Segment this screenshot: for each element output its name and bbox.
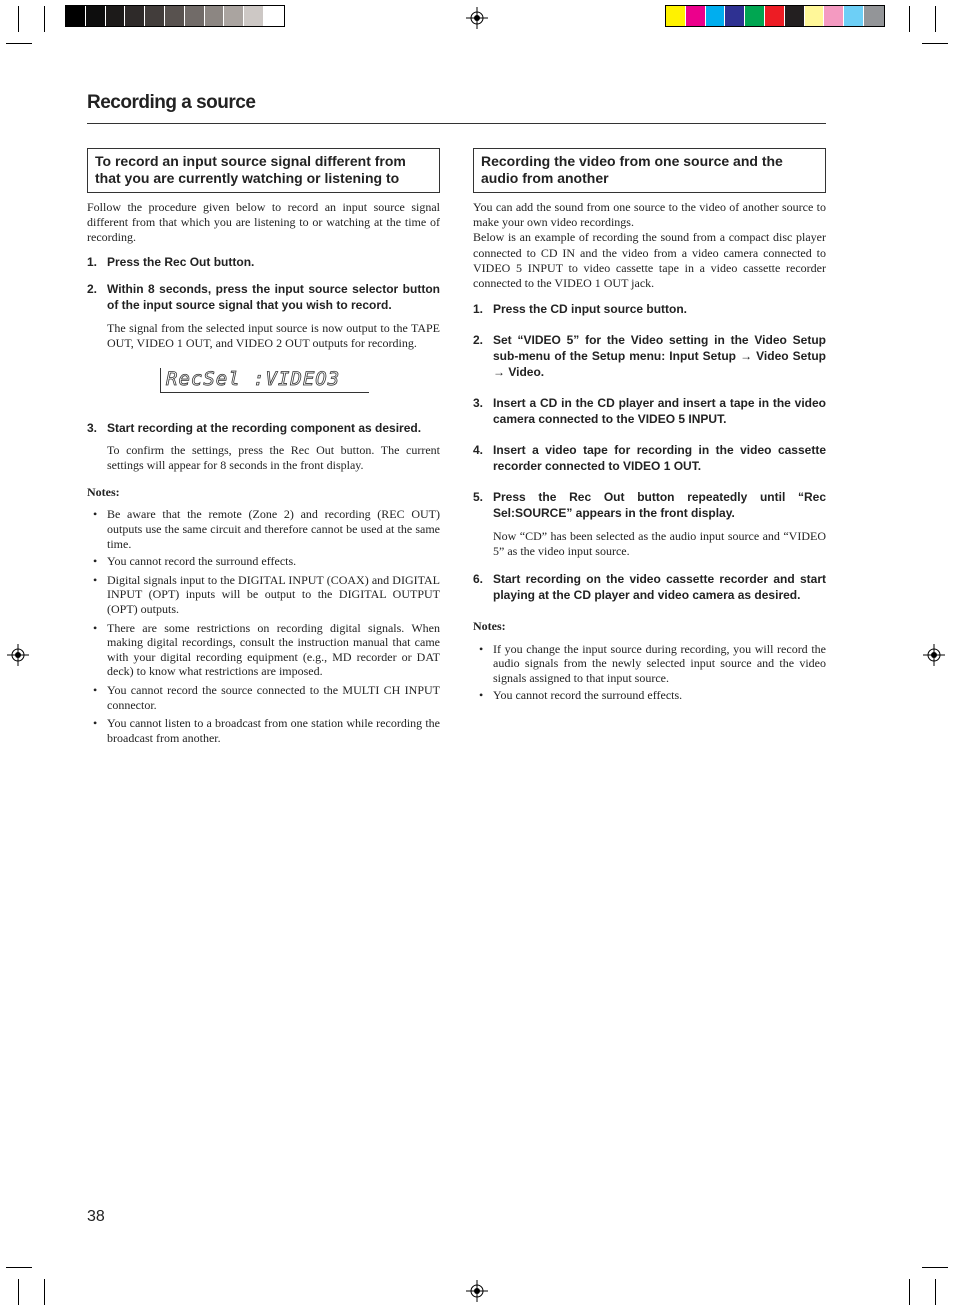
step-text: Press the CD input source button. (493, 302, 688, 317)
step-text: Start recording at the recording component as desired. (107, 421, 422, 436)
step-text: Set “VIDEO 5” for the Video setting in the Video Setup sub-menu of the Setup menu: Input Setup → Video Setup → Video. (493, 333, 826, 380)
bullet: • (93, 507, 98, 522)
crop-mark (6, 43, 32, 44)
step-text: Insert a video tape for recording in the video cassette recorder connected to VIDEO 1 OUT. (493, 443, 826, 474)
right-step-5-detail: Now “CD” has been selected as the audio input source and “VIDEO 5” as the video input source. (493, 529, 826, 559)
color-swatch (106, 6, 126, 26)
right-notes-list (473, 642, 826, 703)
bullet: • (93, 554, 98, 569)
step-number: 1. (473, 302, 484, 317)
color-swatch (66, 6, 86, 26)
color-bar (665, 5, 885, 27)
note-text: Be aware that the remote (Zone 2) and recording (REC OUT) outputs use the same circuit and therefore cannot be used at the same time. (107, 507, 440, 551)
list-item (87, 716, 440, 745)
list-item (87, 507, 440, 551)
list-item (87, 621, 440, 679)
registration-mark-icon (923, 644, 945, 666)
color-swatch (745, 6, 765, 26)
crop-mark (18, 6, 19, 32)
step-number: 4. (473, 443, 484, 458)
step-text: Start recording on the video cassette recorder and start playing at the CD player and video camera as desired. (493, 571, 826, 602)
right-intro-1: You can add the sound from one source to the video of another source to make your own video recordings. (473, 200, 826, 230)
registration-mark-icon (7, 644, 29, 666)
right-step-4 (473, 442, 826, 474)
bullet: • (93, 620, 98, 635)
step-number: 3. (87, 421, 98, 436)
bullet: • (93, 716, 98, 731)
color-swatch (725, 6, 745, 26)
left-notes-label: Notes: (87, 485, 120, 500)
step-number: 3. (473, 396, 484, 411)
title-divider (87, 123, 826, 124)
bullet: • (93, 572, 98, 587)
list-item (473, 688, 826, 703)
list-item (87, 573, 440, 617)
note-text: You cannot record the surround effects. (493, 688, 683, 703)
list-item (87, 554, 440, 569)
right-step-5 (473, 489, 826, 521)
color-swatch (165, 6, 185, 26)
display-figure (87, 351, 440, 405)
left-intro: Follow the procedure given below to record an input source signal different from that which you are listening to or watching at the time of recording. (87, 200, 440, 245)
right-notes-label: Notes: (473, 618, 506, 633)
note-text: Digital signals input to the DIGITAL INPUT (COAX) and DIGITAL INPUT (OPT) inputs will be output to the DIGITAL OUTPUT (OPT) outputs. (107, 572, 440, 616)
crop-mark (909, 1279, 910, 1305)
right-step-3 (473, 395, 826, 427)
bullet: • (93, 682, 98, 697)
left-notes-list (87, 507, 440, 745)
crop-mark (18, 1279, 19, 1305)
right-intro-2: Below is an example of recording the sound from a compact disc player connected to CD IN and the video from a video camera connected to VIDEO 5 INPUT to video cassette tape in a video cassette recorder connected to the VIDEO 1 OUT jack. (473, 230, 826, 291)
color-swatch (824, 6, 844, 26)
step-number: 1. (87, 254, 98, 269)
right-column (473, 148, 826, 703)
crop-mark (44, 1279, 45, 1305)
color-swatch (244, 6, 264, 26)
color-swatch (785, 6, 805, 26)
color-swatch (706, 6, 726, 26)
step-number: 6. (473, 571, 484, 586)
color-swatch (86, 6, 106, 26)
step-number: 2. (473, 333, 484, 348)
crop-mark (935, 6, 936, 32)
right-step-1 (473, 301, 826, 317)
grayscale-bar (65, 5, 285, 27)
note-text: If you change the input source during recording, you will record the audio signals from the newly selected input source and the video signals assigned to that input source. (493, 641, 826, 685)
bullet: • (479, 641, 484, 656)
crop-mark (909, 6, 910, 32)
crop-mark (922, 43, 948, 44)
registration-mark-icon (466, 1280, 488, 1302)
color-swatch (125, 6, 145, 26)
color-swatch (686, 6, 706, 26)
step-text: Press the Rec Out button repeatedly until “Rec Sel:SOURCE” appears in the front display. (493, 490, 826, 521)
color-swatch (844, 6, 864, 26)
left-step-2 (87, 281, 440, 313)
step-text: Within 8 seconds, press the input source selector button of the input source signal that you wish to record. (107, 281, 440, 312)
page-number: 38 (87, 1208, 105, 1225)
note-text: You cannot listen to a broadcast from one station while recording the broadcast from another. (107, 716, 440, 745)
registration-mark-icon (466, 7, 488, 29)
left-step-1 (87, 254, 440, 270)
color-swatch (185, 6, 205, 26)
note-text: You cannot record the source connected to the MULTI CH INPUT connector. (107, 682, 440, 712)
color-swatch (145, 6, 165, 26)
right-step-2 (473, 332, 826, 380)
step-number: 5. (473, 490, 484, 505)
color-swatch (264, 6, 284, 26)
list-item (473, 642, 826, 686)
step-number: 2. (87, 281, 98, 296)
left-step-3-detail: To confirm the settings, press the Rec Out button. The current settings will appear for 8 seconds in the front display. (107, 443, 440, 473)
bullet: • (479, 688, 484, 703)
right-step-6 (473, 571, 826, 603)
color-swatch (864, 6, 884, 26)
color-swatch (765, 6, 785, 26)
right-section-heading: Recording the video from one source and the audio from another (473, 148, 826, 193)
crop-mark (44, 6, 45, 32)
left-step-3 (87, 420, 440, 436)
color-swatch (666, 6, 686, 26)
left-step-2-detail: The signal from the selected input source is now output to the TAPE OUT, VIDEO 1 OUT, and VIDEO 2 OUT outputs for recording. (107, 320, 440, 350)
crop-mark (922, 1267, 948, 1268)
step-text: Insert a CD in the CD player and insert a tape in the video camera connected to the VIDEO 5 INPUT. (493, 396, 826, 427)
crop-mark (935, 1279, 936, 1305)
crop-mark (6, 1267, 32, 1268)
left-column (87, 148, 440, 745)
step-text: Press the Rec Out button. (107, 254, 255, 269)
left-section-heading: To record an input source signal different from that you are currently watching or listening to (87, 148, 440, 193)
color-swatch (205, 6, 225, 26)
list-item (87, 683, 440, 712)
color-swatch (805, 6, 825, 26)
note-text: You cannot record the surround effects. (107, 554, 297, 569)
note-text: There are some restrictions on recording digital signals. When making digital recordings, consult the instruction manual that came with your digital recording equipment (e.g., MD recorder or DAT deck) to know what restrictions are imposed. (107, 620, 440, 679)
color-swatch (224, 6, 244, 26)
front-display-readout: RecSel :VIDEO3 (160, 368, 369, 393)
page-title: Recording a source (87, 92, 256, 113)
